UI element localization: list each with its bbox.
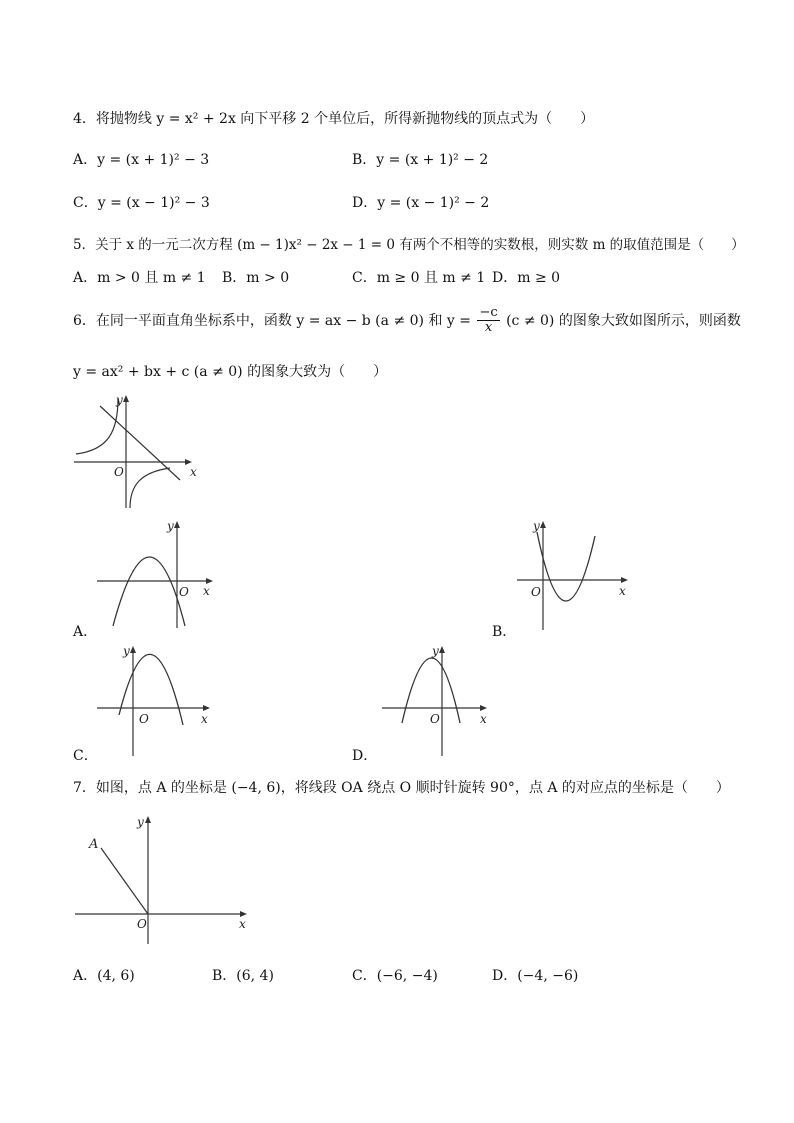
q6-stem-line1: [73, 306, 741, 336]
q7-y-label: y: [137, 815, 144, 829]
q5-option-a: A．m > 0 且 m ≠ 1: [73, 270, 206, 286]
q6-stem-line2: y = ax² + bx + c (a ≠ 0) 的图象大致为（ ）: [73, 364, 388, 380]
q6-option-a: A．: [73, 624, 98, 640]
q6-fraction-denominator: x: [484, 320, 493, 336]
q7-option-d: D．(−4, −6): [492, 968, 579, 984]
q6-graph-a: [95, 518, 220, 630]
q7-stem: 7．如图，点 A 的坐标是 (−4, 6)，将线段 OA 绕点 O 顺时针旋转 90°，点 A 的对应点的坐标是（ ）: [73, 780, 730, 796]
q6-stem-post: (c ≠ 0) 的图象大致如图所示，则函数: [506, 312, 741, 329]
q4-option-c: C．y = (x − 1)² − 3: [73, 195, 210, 211]
q6-graph-a-y-label: y: [167, 519, 174, 533]
q7-graph: [75, 812, 255, 947]
q6-ref-hyperbola-branch-1: [76, 398, 118, 454]
q6-graph-a-parabola: [113, 557, 185, 626]
q6-ref-y-arrow: [123, 395, 129, 402]
q6-reference-graph: [70, 392, 200, 512]
q5-stem: 5．关于 x 的一元二次方程 (m − 1)x² − 2x − 1 = 0 有两个不相等的实数根，则实数 m 的取值范围是（ ）: [73, 237, 745, 253]
q7-origin: O: [137, 917, 147, 931]
q6-stem-pre: 6．在同一平面直角坐标系中，函数 y = ax − b (a ≠ 0) 和 y =: [73, 312, 471, 329]
q4-option-a: A．y = (x + 1)² − 3: [73, 152, 210, 168]
q6-ref-x-label: x: [190, 465, 197, 479]
q6-ref-y-label: y: [116, 393, 123, 407]
q4-option-b: B．y = (x + 1)² − 2: [352, 152, 489, 168]
q5-option-d: D．m ≥ 0: [492, 270, 561, 286]
q4-option-d: D．y = (x − 1)² − 2: [352, 195, 490, 211]
q6-graph-b: [515, 518, 635, 633]
q5-option-c: C．m ≥ 0 且 m ≠ 1: [352, 270, 486, 286]
q6-graph-d: [380, 643, 500, 758]
q4-stem: 4．将抛物线 y = x² + 2x 向下平移 2 个单位后，所得新抛物线的顶点式为（ ）: [73, 111, 595, 127]
q7-option-c: C．(−6, −4): [352, 968, 438, 984]
q6-graph-c: [95, 643, 220, 758]
q6-ref-line: [100, 406, 180, 480]
q6-graph-c-origin: O: [139, 712, 149, 726]
q6-graph-b-x-label: x: [619, 584, 626, 598]
q6-graph-a-origin: O: [179, 585, 189, 599]
q6-graph-c-y-label: y: [123, 644, 130, 658]
q6-graph-c-x-label: x: [201, 712, 208, 726]
q6-graph-b-y-label: y: [533, 519, 540, 533]
q7-point-a-label: A: [89, 837, 99, 852]
q6-fraction-numerator: −c: [479, 305, 498, 320]
q6-graph-c-parabola: [119, 654, 183, 725]
q7-x-label: x: [239, 917, 246, 931]
q6-ref-origin: O: [114, 465, 124, 479]
q6-fraction: [477, 306, 499, 336]
q5-option-b: B．m > 0: [222, 270, 290, 286]
q6-graph-d-x-label: x: [480, 712, 487, 726]
q6-option-b: B．: [492, 624, 517, 640]
q6-graph-a-x-label: x: [203, 584, 210, 598]
q6-ref-hyperbola-branch-2: [130, 468, 170, 508]
q6-option-c: C．: [73, 748, 98, 764]
q6-graph-b-origin: O: [531, 585, 541, 599]
q7-option-a: A．(4, 6): [73, 968, 135, 984]
q7-option-b: B．(6, 4): [212, 968, 274, 984]
q6-graph-d-y-label: y: [432, 644, 439, 658]
q6-graph-d-origin: O: [430, 712, 440, 726]
q6-graph-b-parabola: [537, 532, 595, 601]
q6-option-d: D．: [352, 748, 378, 764]
q7-segment-oa: [101, 848, 148, 914]
